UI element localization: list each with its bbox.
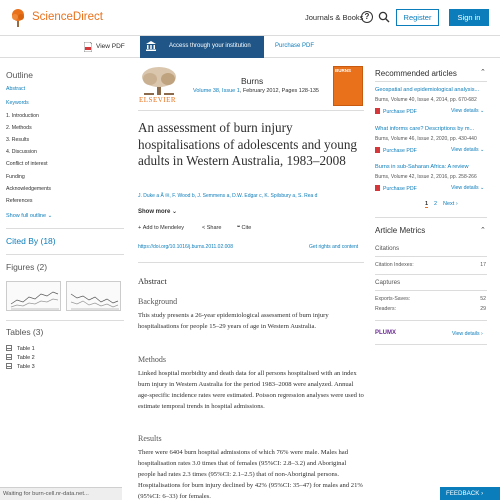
pager-page-2[interactable]: 2 [434, 201, 438, 207]
pager-page-1[interactable]: 1 [425, 201, 429, 207]
table-link-1[interactable] [6, 345, 35, 352]
sidebar-divider [6, 320, 124, 321]
add-to-mendeley-label: Add to Mendeley [142, 225, 185, 231]
journal-cover-title: BURNS [335, 68, 352, 73]
captures-heading: Captures [375, 279, 401, 286]
chevron-right-icon: › [455, 201, 458, 207]
share-label: Share [206, 225, 222, 231]
exports-saves-value: 52 [480, 296, 486, 302]
table-link-2[interactable] [6, 354, 35, 361]
outline-item-conflict[interactable]: Conflict of interest [6, 161, 48, 167]
background-text: This study presents a 26-year epidemiological assessment of burn injury hospitalisations for people 15–29 years of age in Western Australia. [138, 312, 329, 330]
outline-heading: Outline [6, 70, 33, 80]
purchase-pdf-label: Purchase PDF [383, 186, 417, 192]
article-metrics-heading: Article Metrics [375, 226, 426, 235]
outline-item-funding[interactable]: Funding [6, 174, 25, 180]
figure-thumbnail-1[interactable] [6, 281, 61, 311]
chevron-right-icon: › [481, 331, 483, 337]
metrics-divider [375, 217, 487, 218]
chevron-down-icon: ⌄ [172, 209, 178, 215]
add-to-mendeley-button[interactable] [138, 225, 184, 231]
sign-in-button[interactable]: Sign in [449, 9, 489, 26]
recommended-article-3-meta: Burns, Volume 42, Issue 2, 2016, pp. 258-266 [375, 174, 477, 180]
outline-item-keywords[interactable]: Keywords [6, 100, 29, 106]
chevron-down-icon: ⌄ [47, 213, 53, 219]
recommended-article-1-pdf[interactable] [375, 108, 417, 115]
recommended-article-1-details[interactable] [451, 108, 484, 114]
figure-1-preview [7, 282, 62, 312]
table-icon [6, 354, 12, 360]
table-label: Table 3 [17, 364, 35, 370]
institution-icon [146, 41, 156, 51]
view-details-label: View details [451, 185, 479, 191]
journals-books-link[interactable]: Journals & Books [305, 13, 364, 22]
access-institution-label: Access through your institution [169, 43, 251, 49]
search-icon[interactable] [378, 11, 390, 23]
rights-link[interactable]: Get rights and content [309, 244, 359, 250]
figures-heading: Figures (2) [6, 262, 48, 272]
metrics-divider [375, 320, 487, 321]
show-more-button[interactable] [138, 208, 177, 215]
plumx-logo[interactable]: PLUMX [375, 330, 396, 336]
table-link-3[interactable] [6, 363, 35, 370]
citations-heading: Citations [375, 245, 400, 252]
outline-item-references[interactable]: References [6, 198, 33, 204]
help-icon[interactable]: ? [361, 11, 373, 23]
citation-indexes-value: 17 [480, 262, 486, 268]
tables-heading: Tables (3) [6, 327, 44, 337]
exports-saves-row [375, 296, 486, 302]
recommended-article-2-meta: Burns, Volume 46, Issue 2, 2020, pp. 430-440 [375, 136, 477, 142]
pager-next-button[interactable] [443, 201, 458, 207]
article-title: An assessment of burn injury hospitalisations of adolescents and young adults in Western Australia, 1983–2008 [138, 120, 358, 168]
feedback-button[interactable] [440, 487, 500, 500]
header-divider [138, 110, 364, 111]
abstract-divider [138, 262, 364, 263]
metrics-divider [375, 256, 487, 257]
recommended-article-2-title[interactable]: What informs care? Descriptions by m... [375, 126, 475, 132]
show-full-outline-label: Show full outline [6, 213, 47, 219]
abstract-heading: Abstract [138, 276, 167, 286]
register-button[interactable]: Register [396, 9, 439, 26]
article-toolbar [0, 36, 500, 58]
table-label: Table 1 [17, 346, 35, 352]
volume-link[interactable]: Volume 38, Issue 1 [193, 88, 240, 94]
chevron-up-icon[interactable]: ⌃ [480, 227, 486, 234]
exports-saves-label: Exports-Saves: [375, 296, 411, 302]
chevron-down-icon: ⌄ [480, 147, 485, 153]
recommended-article-1-meta: Burns, Volume 40, Issue 4, 2014, pp. 670-682 [375, 97, 477, 103]
pdf-icon [375, 147, 380, 153]
readers-row [375, 306, 486, 312]
outline-item-introduction[interactable]: 1. Introduction [6, 113, 39, 119]
purchase-pdf-label: Purchase PDF [383, 109, 417, 115]
recommended-article-1-title[interactable]: Geospatial and epidemiological analysis... [375, 87, 480, 93]
recommended-article-3-pdf[interactable] [375, 185, 417, 192]
readers-label: Readers: [375, 306, 397, 312]
view-details-label: View details [451, 147, 479, 153]
elsevier-tree-logo-icon[interactable] [10, 8, 26, 28]
figure-thumbnail-2[interactable] [66, 281, 121, 311]
citation-indexes-label: Citation Indexes: [375, 262, 414, 268]
metrics-divider [375, 290, 487, 291]
recommended-article-3-details[interactable] [451, 185, 484, 191]
metrics-divider [375, 274, 487, 275]
outline-item-results[interactable]: 3. Results [6, 137, 30, 143]
show-more-label: Show more [138, 209, 171, 215]
metrics-divider [375, 344, 487, 345]
recommended-article-3-title[interactable]: Burns in sub-Saharan Africa: A review [375, 164, 469, 170]
chevron-right-icon: › [481, 490, 484, 497]
pager-next-label: Next [443, 201, 455, 207]
methods-heading: Methods [138, 355, 166, 364]
share-button[interactable] [202, 225, 221, 231]
pdf-icon[interactable] [84, 42, 92, 52]
view-details-label: View details [452, 331, 480, 337]
outline-item-acknowledgements[interactable]: Acknowledgements [6, 186, 51, 192]
metrics-view-details-link[interactable] [452, 331, 483, 337]
cite-label: Cite [241, 225, 252, 231]
pdf-icon [375, 108, 380, 114]
readers-value: 29 [480, 306, 486, 312]
purchase-pdf-label: Purchase PDF [383, 148, 417, 154]
chevron-up-icon[interactable]: ⌃ [480, 69, 486, 76]
top-bar [0, 0, 500, 36]
share-icon: < [202, 225, 206, 231]
chevron-down-icon: ⌄ [480, 108, 485, 114]
recommended-heading: Recommended articles [375, 69, 457, 78]
feedback-label: FEEDBACK [446, 490, 480, 497]
volume-pages: , February 2012, Pages 128-135 [239, 88, 319, 94]
results-heading: Results [138, 434, 162, 443]
table-icon [6, 363, 12, 369]
recommended-divider [375, 81, 487, 82]
citation-indexes-row [375, 262, 486, 268]
quote-icon: ❝ [237, 225, 240, 231]
table-icon [6, 345, 12, 351]
journal-name[interactable]: Burns [241, 76, 264, 86]
recommended-article-2-details[interactable] [451, 147, 484, 153]
show-full-outline-button[interactable] [6, 213, 52, 219]
view-details-label: View details [451, 108, 479, 114]
table-label: Table 2 [17, 355, 35, 361]
background-heading: Background [138, 297, 178, 306]
outline-item-discussion[interactable]: 4. Discussion [6, 149, 37, 155]
sidebar-divider [6, 228, 124, 229]
sidebar-divider [6, 254, 124, 255]
pdf-icon [375, 185, 380, 191]
figure-2-preview [67, 282, 122, 312]
outline-item-methods[interactable]: 2. Methods [6, 125, 32, 131]
recommended-article-2-pdf[interactable] [375, 147, 417, 154]
cited-by-link[interactable]: Cited By (18) [6, 236, 56, 246]
purchase-pdf-link[interactable]: Purchase PDF [275, 43, 315, 49]
results-text: There were 6404 burn hospital admissions of which 76% were male. Males had hospitalisation rates 3.0 times that of females (95%CI: 2.8–3.2) and Aboriginal people had rates 2.3 times (95%CI: 2.1–2.5) that of non-Aboriginal persons. Hospitalisations for burn injury declined by 42% (95%CI: 35–47) for males and 21% (95%CI: 6–33) for females. [138, 449, 363, 500]
volume-info [193, 88, 319, 94]
browser-status-bar: Waiting for burn-cell.nr-data.net... [0, 487, 122, 500]
view-pdf-button[interactable]: View PDF [96, 43, 125, 50]
cite-button[interactable] [237, 225, 251, 231]
publisher-name: ELSEVIER [139, 96, 177, 104]
outline-item-abstract[interactable]: Abstract [6, 86, 26, 92]
doi-link[interactable]: https://doi.org/10.1016/j.burns.2011.02.008 [138, 244, 233, 250]
author-list[interactable]: J. Duke a Å ✉, F. Wood b, J. Semmens a, D.W. Edgar c, K. Spilsbury a, S. Rea d [138, 193, 318, 199]
methods-text: Linked hospital morbidity and death data for all persons hospitalised with an index burn injury in Western Australia for the period 1983–2008 were analyzed. Annual age-specific incidence rates were estimated. Poisson regression analyses were used to estimate temporal trends in hospital admissions. [138, 370, 364, 410]
brand-name[interactable]: ScienceDirect [32, 11, 103, 23]
plus-icon: + [138, 225, 142, 231]
chevron-down-icon: ⌄ [480, 185, 485, 191]
